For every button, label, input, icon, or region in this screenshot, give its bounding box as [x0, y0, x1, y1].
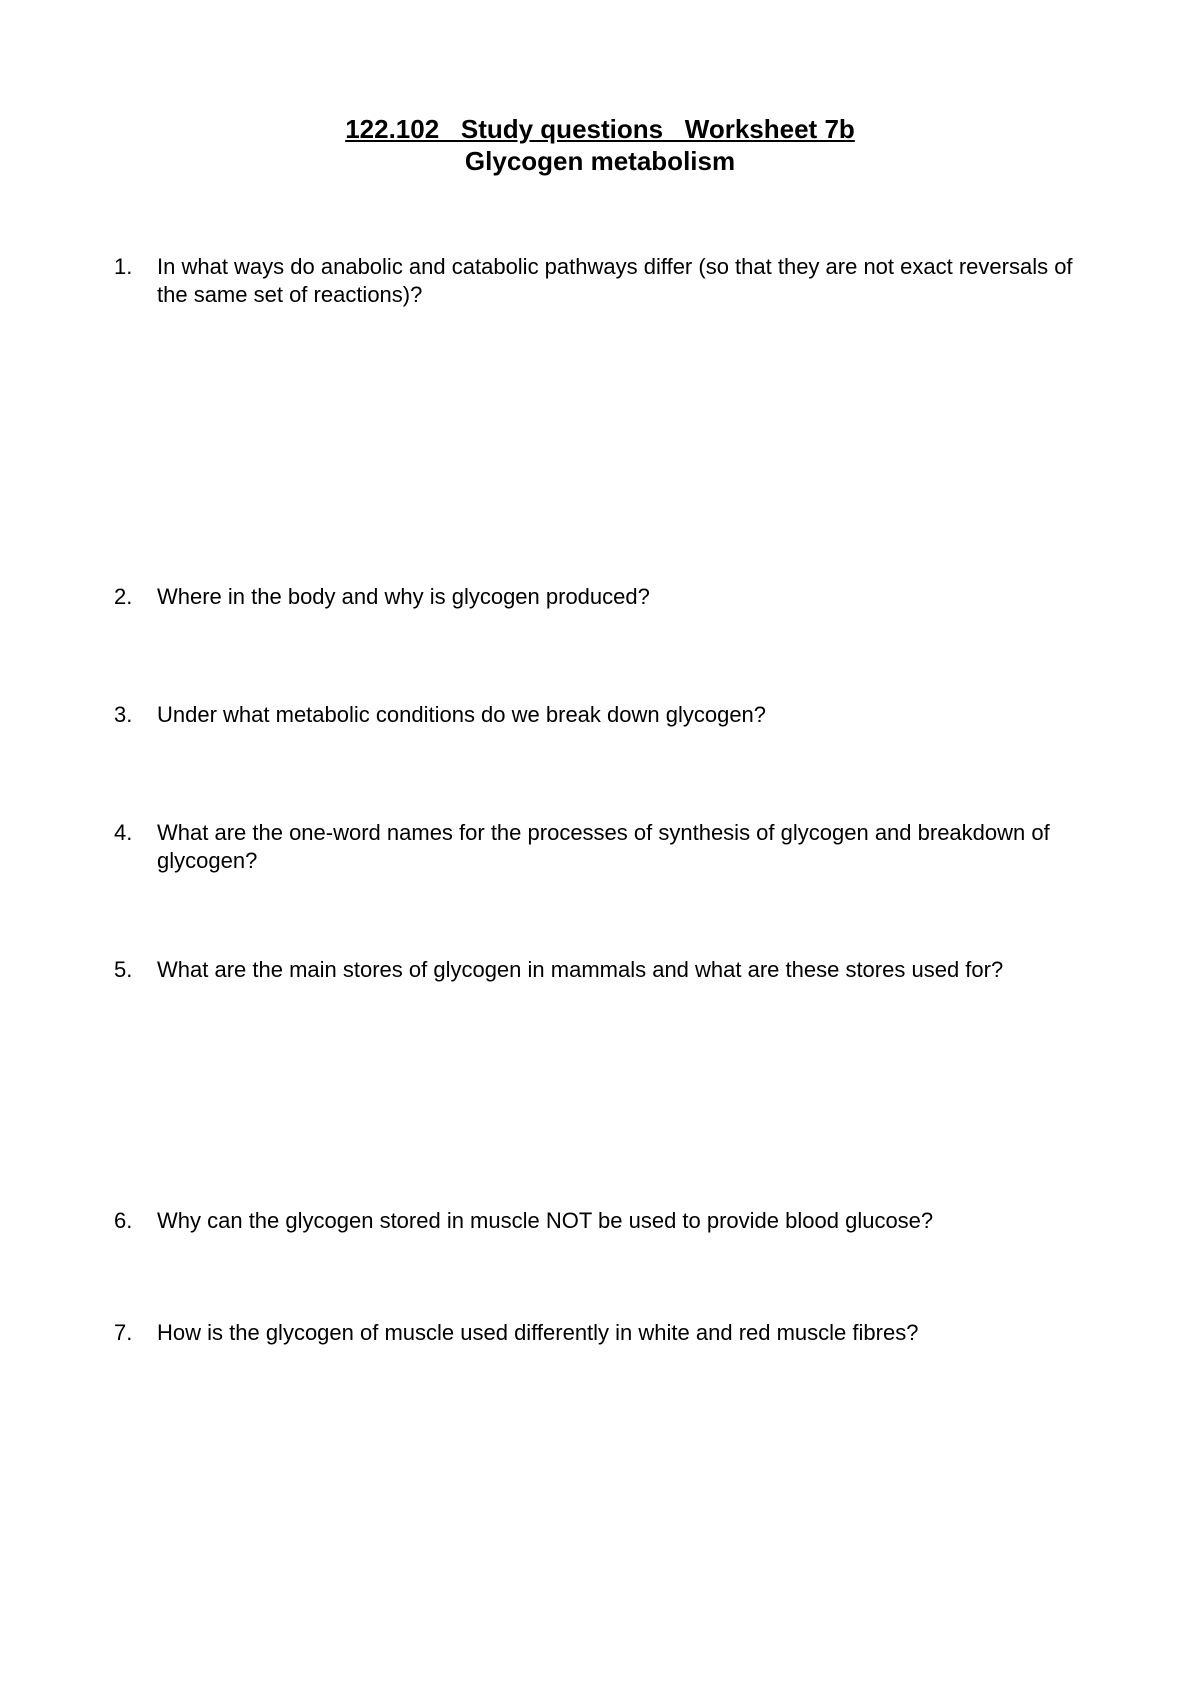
question-text: How is the glycogen of muscle used differently in white and red muscle fibres? [157, 1320, 919, 1345]
question-text: Where in the body and why is glycogen produced? [157, 584, 650, 609]
question-text: What are the one-word names for the processes of synthesis of glycogen and breakdown of glycogen? [157, 820, 1050, 873]
question-text: Under what metabolic conditions do we break down glycogen? [157, 702, 767, 727]
question-number: 7. [114, 1320, 133, 1345]
worksheet-subtitle: Glycogen metabolism [464, 146, 736, 176]
question-number: 1. [114, 254, 133, 279]
question-number: 2. [114, 584, 133, 609]
worksheet-header [0, 113, 1200, 177]
question-text: Why can the glycogen stored in muscle NOT be used to provide blood glucose? [157, 1208, 934, 1233]
question-text: In what ways do anabolic and catabolic pathways differ (so that they are not exact reversals of the same set of reactions)? [157, 254, 1073, 307]
question-number: 5. [114, 957, 133, 982]
question-number: 4. [114, 820, 133, 845]
question-text: What are the main stores of glycogen in mammals and what are these stores used for? [157, 957, 1004, 982]
worksheet-title: 122.102 Study questions Worksheet 7b [345, 114, 855, 144]
question-number: 6. [114, 1208, 133, 1233]
question-number: 3. [114, 702, 133, 727]
